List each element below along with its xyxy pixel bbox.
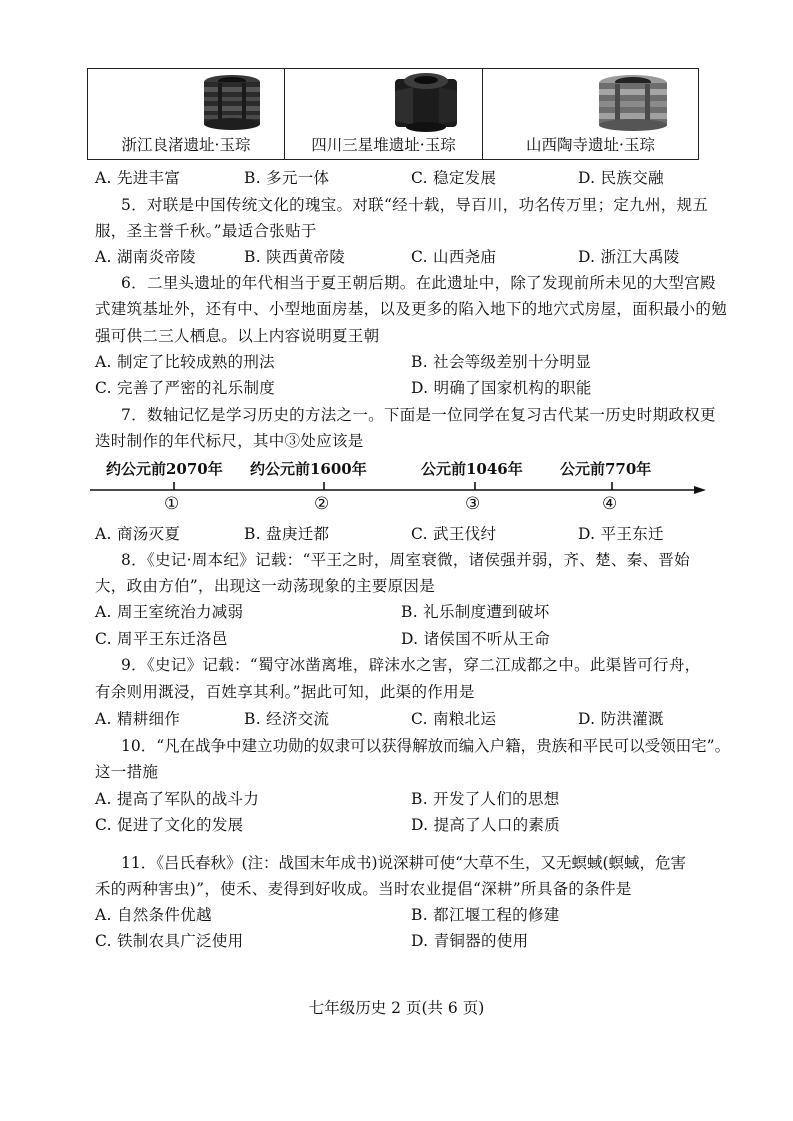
q11-stem-line-1: 11．《吕氏春秋》(注：战国末年成书)说深耕可使“大草不生，又无螟蜮(螟蜮，危害 (121, 854, 687, 872)
q9-stem-line-2: 有余则用溉浸，百姓享其利。”据此可知，此渠的作用是 (95, 683, 475, 701)
q10-option-d[interactable]: D. 提高了人口的素质 (411, 816, 561, 834)
q5-stem-line-2: 服，圣主誉千秋。”最适合张贴于 (95, 222, 317, 240)
q9-stem-line-1: 9．《史记》记载：“蜀守冰凿离堆，辟沫水之害，穿二江成都之中。此渠皆可行舟， (121, 656, 701, 674)
page-footer: 七年级历史 2 页(共 6 页) (308, 999, 485, 1017)
q10-stem-line-1: 10．“凡在战争中建立功勋的奴隶可以获得解放而编入户籍，贵族和平民可以受领田宅”。 (121, 737, 731, 755)
taosi-jade-cong-image (591, 73, 675, 133)
q9-option-a[interactable]: A. 精耕细作 (95, 710, 181, 728)
q7-option-a[interactable]: A. 商汤灭夏 (95, 525, 181, 543)
q6-option-b[interactable]: B. 社会等级差别十分明显 (411, 353, 592, 371)
timeline-label-3: 公元前1046年 (421, 460, 523, 478)
q10-option-a[interactable]: A. 提高了军队的战斗力 (95, 790, 260, 808)
q10-option-c[interactable]: C. 促进了文化的发展 (95, 816, 244, 834)
q8-option-d[interactable]: D. 诸侯国不听从王命 (401, 630, 551, 648)
q9-option-d[interactable]: D. 防洪灌溉 (578, 710, 664, 728)
q9-option-b[interactable]: B. 经济交流 (244, 710, 330, 728)
q7-option-c[interactable]: C. 武王伐纣 (411, 525, 497, 543)
q8-stem-line-1: 8．《史记·周本纪》记载：“平王之时，周室衰微，诸侯强并弱，齐、楚、秦、晋始 (121, 551, 690, 569)
q10-option-b[interactable]: B. 开发了人们的思想 (411, 790, 560, 808)
q8-option-b[interactable]: B. 礼乐制度遭到破坏 (401, 603, 550, 621)
q7-stem-line-2: 迭时制作的年代标尺，其中③处应该是 (95, 432, 364, 450)
liangzhu-jade-cong-image (198, 73, 266, 131)
sanxingdui-jade-cong-image (389, 71, 463, 133)
jade-cell-taosi (482, 69, 698, 159)
q9-option-c[interactable]: C. 南粮北运 (411, 710, 497, 728)
q11-option-a[interactable]: A. 自然条件优越 (95, 906, 212, 924)
q6-option-d[interactable]: D. 明确了国家机构的职能 (411, 379, 592, 397)
q7-option-d[interactable]: D. 平王东迁 (578, 525, 664, 543)
q11-option-c[interactable]: C. 铁制农具广泛使用 (95, 932, 244, 950)
jade-cong-table (87, 68, 699, 160)
timeline-mark-3: ③ (465, 494, 481, 514)
timeline-mark-2: ② (314, 494, 330, 514)
q4-option-d[interactable]: D. 民族交融 (578, 169, 664, 187)
q7-option-b[interactable]: B. 盘庚迁都 (244, 525, 330, 543)
q11-stem-line-2: 禾的两种害虫)”，使禾、麦得到好收成。当时农业提倡“深耕”所具备的条件是 (95, 880, 632, 898)
q5-option-d[interactable]: D. 浙江大禹陵 (578, 248, 680, 266)
q7-stem-line-1: 7．数轴记忆是学习历史的方法之一。下面是一位同学在复习古代某一历史时期政权更 (121, 406, 716, 424)
jade-cell-liangzhu (88, 69, 284, 159)
q5-option-c[interactable]: C. 山西尧庙 (411, 248, 497, 266)
timeline-mark-4: ④ (602, 494, 618, 514)
q6-stem-line-3: 强可供二三人栖息。以上内容说明夏王朝 (95, 327, 380, 345)
sanxingdui-caption: 四川三星堆遗址·玉琮 (311, 136, 456, 154)
q5-option-b[interactable]: B. 陕西黄帝陵 (244, 248, 346, 266)
q6-option-a[interactable]: A. 制定了比较成熟的刑法 (95, 353, 275, 371)
q5-stem-line-1: 5．对联是中国传统文化的瑰宝。对联“经十载，导百川，功名传万里；定九州，规五 (121, 196, 709, 214)
timeline-label-1: 约公元前2070年 (106, 460, 223, 478)
taosi-caption: 山西陶寺遗址·玉琮 (526, 136, 655, 154)
timeline-label-2: 约公元前1600年 (250, 460, 367, 478)
q5-option-a[interactable]: A. 湖南炎帝陵 (95, 248, 196, 266)
q8-option-c[interactable]: C. 周平王东迁洛邑 (95, 630, 228, 648)
q8-stem-line-2: 大，政由方伯”，出现这一动荡现象的主要原因是 (95, 577, 436, 595)
liangzhu-caption: 浙江良渚遗址·玉琮 (121, 136, 251, 154)
q6-stem-line-1: 6．二里头遗址的年代相当于夏王朝后期。在此遗址中，除了发现前所未见的大型宫殿 (121, 274, 716, 292)
q4-option-c[interactable]: C. 稳定发展 (411, 169, 497, 187)
timeline-ruler (88, 458, 708, 518)
q6-stem-line-2: 式建筑基址外，还有中、小型地面房基，以及更多的陷入地下的地穴式房屋，面积最小的勉 (95, 300, 728, 318)
q11-option-b[interactable]: B. 都江堰工程的修建 (411, 906, 560, 924)
jade-cell-sanxingdui (284, 69, 482, 159)
q6-option-c[interactable]: C. 完善了严密的礼乐制度 (95, 379, 276, 397)
q4-option-a[interactable]: A. 先进丰富 (95, 169, 181, 187)
q4-option-b[interactable]: B. 多元一体 (244, 169, 330, 187)
q11-option-d[interactable]: D. 青铜器的使用 (411, 932, 529, 950)
timeline-label-4: 公元前770年 (560, 460, 652, 478)
q8-option-a[interactable]: A. 周王室统治力减弱 (95, 603, 244, 621)
q10-stem-line-2: 这一措施 (95, 763, 159, 781)
timeline-mark-1: ① (164, 494, 180, 514)
